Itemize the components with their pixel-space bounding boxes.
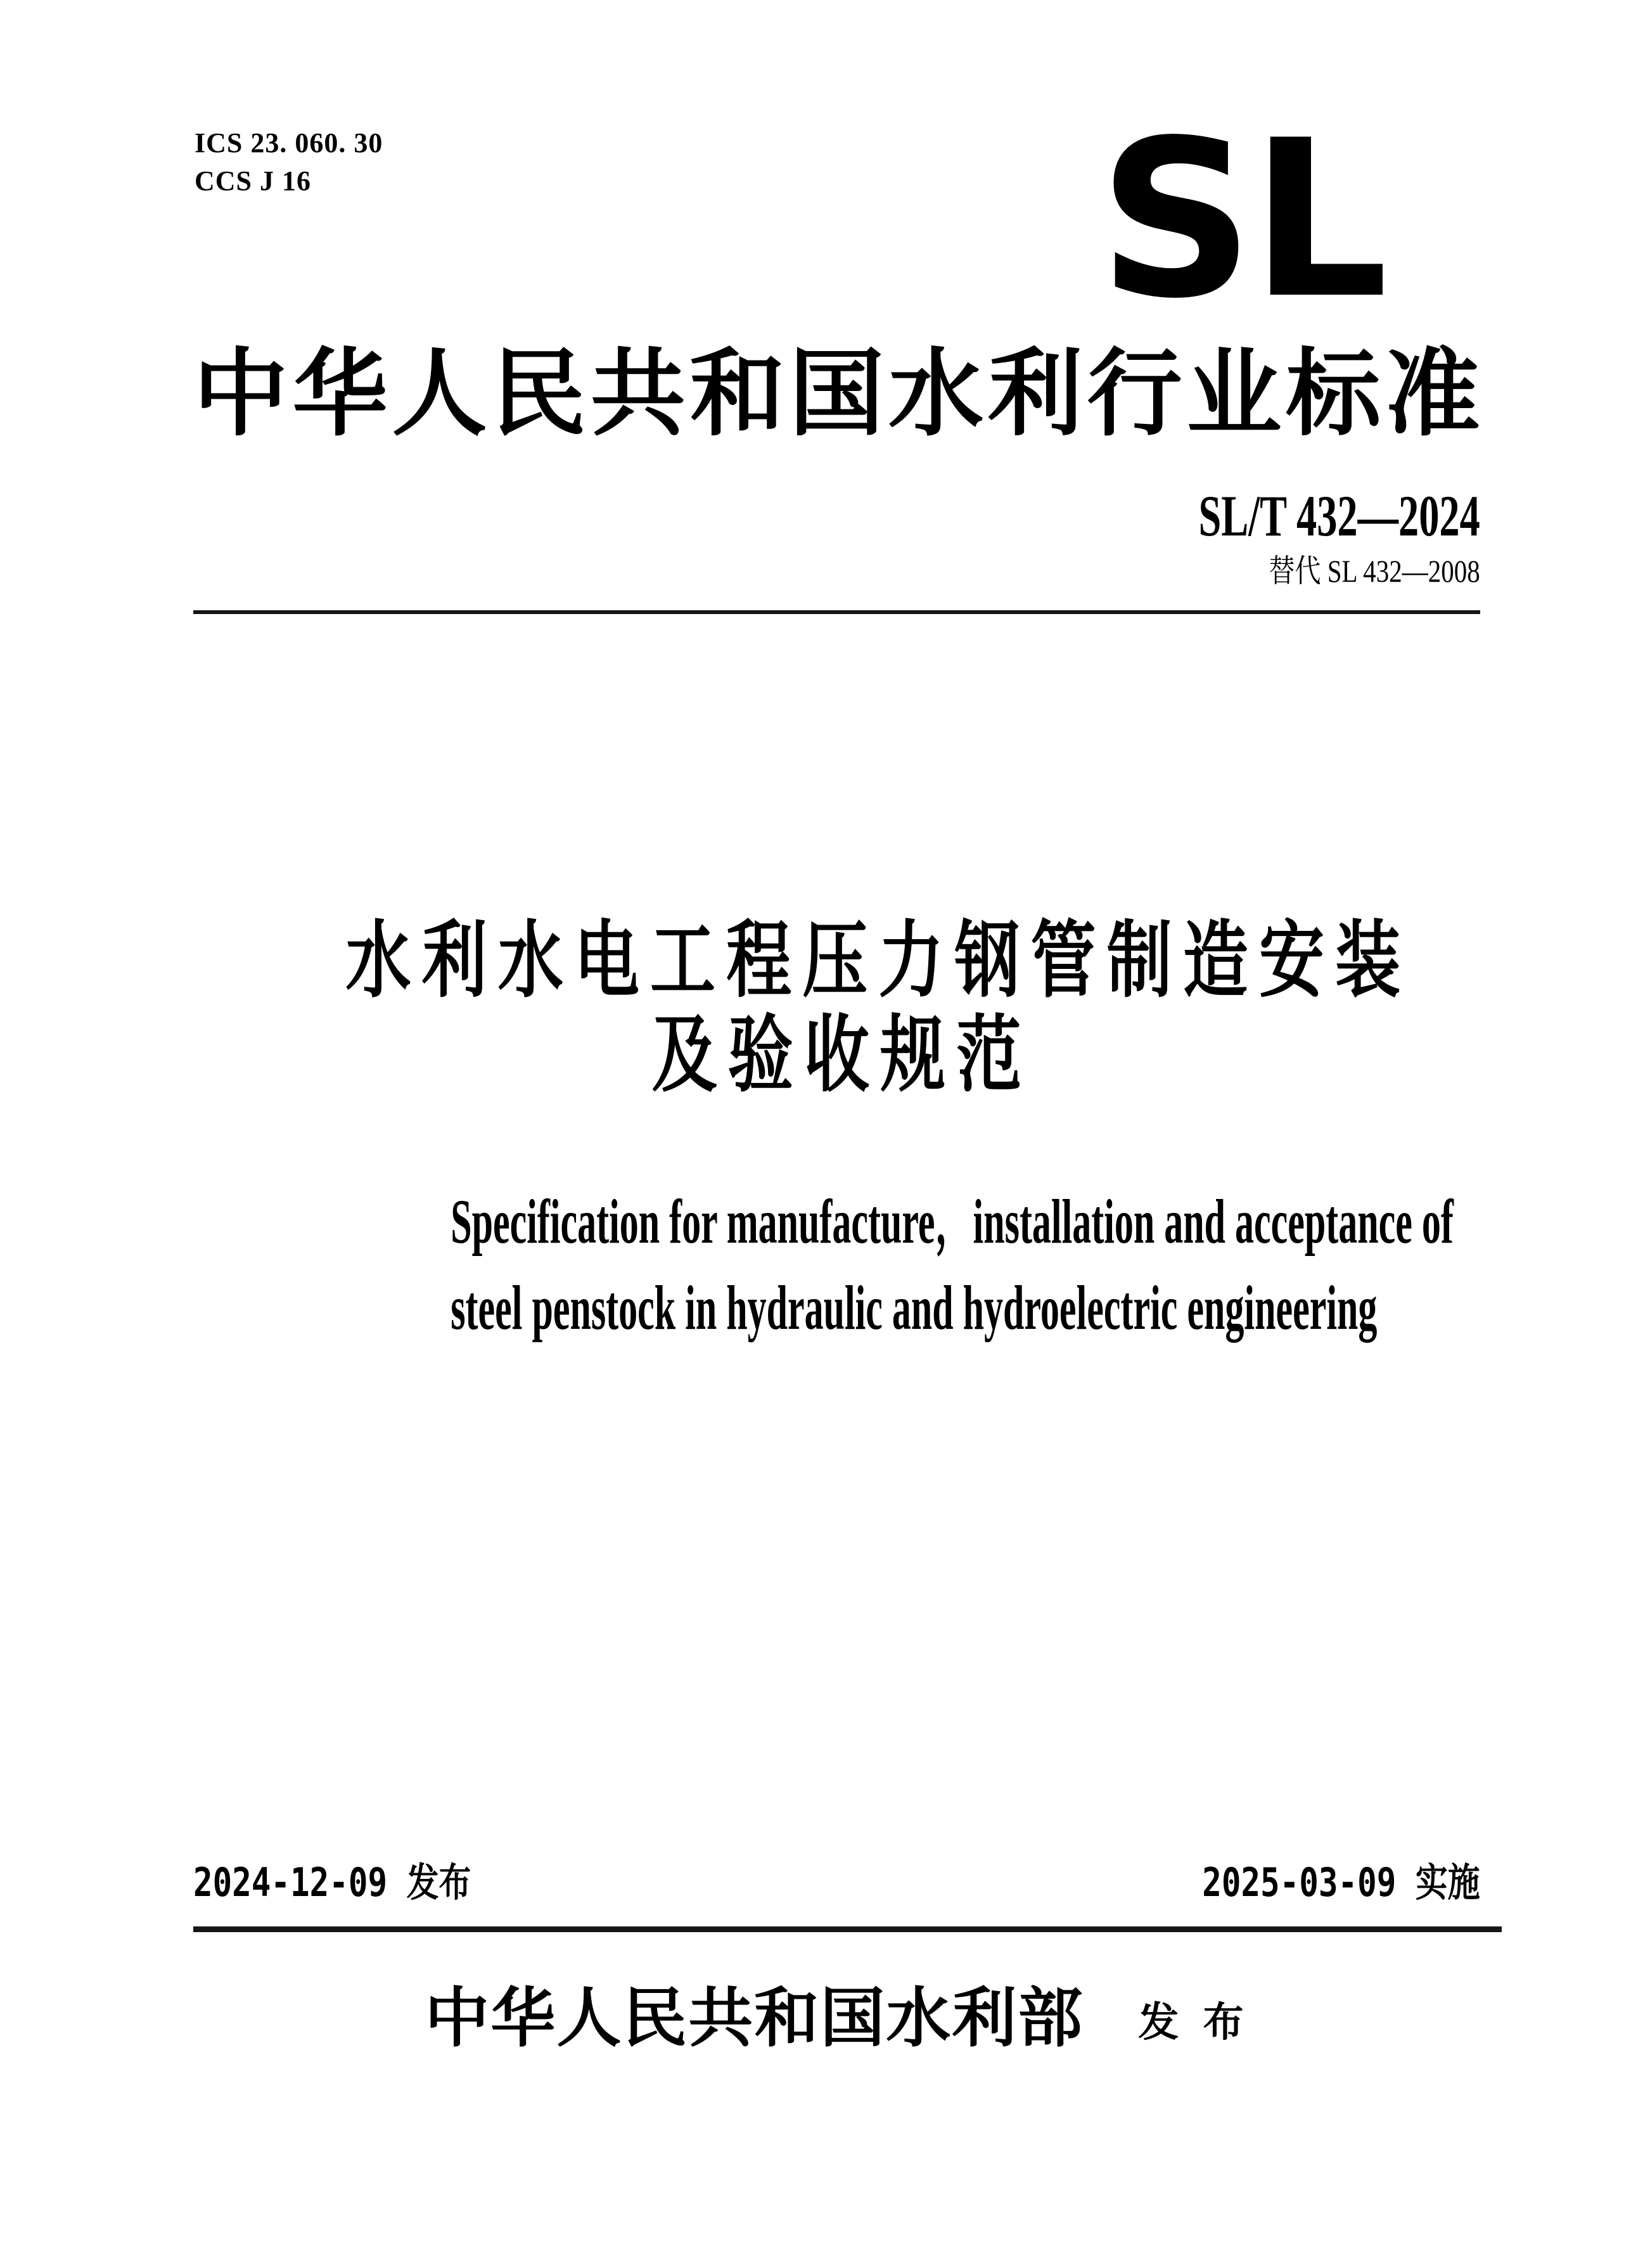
issuer-row (193, 1983, 1480, 2055)
document-title-zh-line1: 水利水电工程压力钢管制造安装 (345, 912, 1412, 1009)
standard-number: SL/T 432—2024 (1198, 484, 1480, 548)
ccs-code: CCS J 16 (195, 165, 312, 196)
sl-logo: SL (1098, 94, 1385, 346)
publish-label: 发 布 (1138, 1999, 1249, 2046)
implement-date: 2025-03-09 实施 (1202, 1859, 1480, 1906)
top-horizontal-rule (193, 610, 1480, 614)
document-title-zh (335, 912, 1412, 1105)
issue-date: 2024-12-09 发布 (193, 1859, 471, 1906)
document-title-zh-line2: 及验收规范 (651, 1006, 1033, 1105)
ics-code: ICS 23. 060. 30 (195, 127, 383, 158)
document-title-en-line1: Specification for manufacture，installation and acceptance of (451, 1186, 1454, 1257)
document-title-en-line2: steel penstock in hydraulic and hydroelectric engineering (451, 1272, 1378, 1343)
bottom-horizontal-rule (193, 1926, 1502, 1932)
issuing-authority: 中华人民共和国水利部 (425, 1983, 1084, 2055)
dates-row (193, 1859, 1480, 1906)
document-title-en (451, 1179, 1454, 1351)
standard-number-block (1078, 484, 1480, 589)
superseded-standard: 替代 SL 432—2008 (1269, 553, 1480, 589)
series-title: 中 华 人 民 共 和 国 水 利 行 业 标 准 (193, 342, 1480, 447)
classification-codes (195, 124, 383, 200)
